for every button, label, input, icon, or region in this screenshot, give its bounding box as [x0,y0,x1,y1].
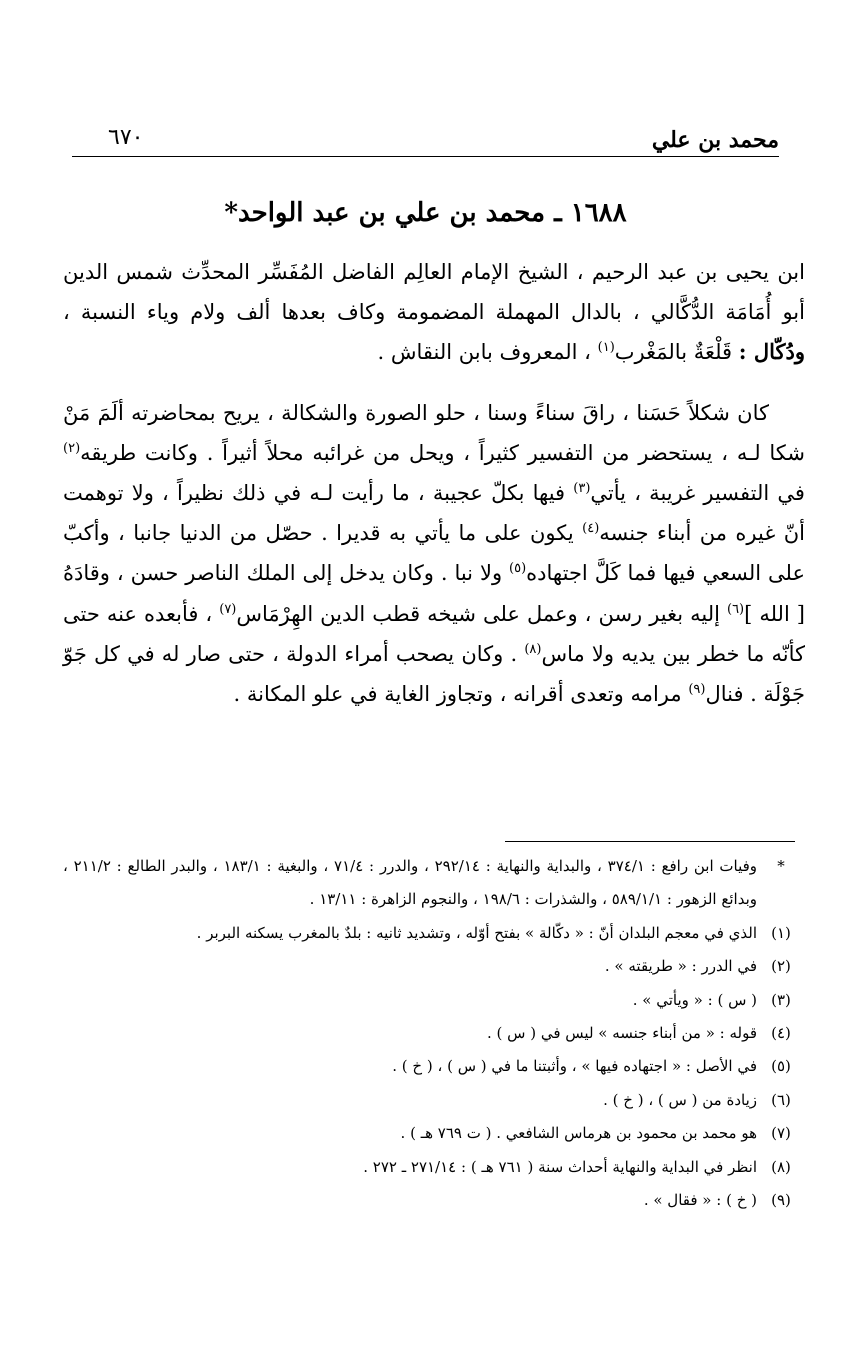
p2-text-c: فيها بكلّ عجيبة ، ما رأيت لـه في ذلك نظيراً ، ولا توهمت أنّ غيره من أبناء جنسه [63,481,805,546]
footnote-1 [63,917,805,950]
p2-text-i: مرامه وتعدى أقرانه ، وتجاوز الغاية في علو المكانة . [233,682,689,707]
p1-text-d: ، المعروف بابن النقاش . [377,340,598,365]
footnote-ref-4[interactable]: (٤) [582,521,600,537]
footnote-ref-6[interactable]: (٦) [726,601,745,617]
footnote-star [63,850,805,917]
p2-text-h: . وكان يصحب أمراء الدولة ، حتى صار له في كل جَوّ جَوْلَة . فنال [63,641,805,707]
footnote-text: قوله : « من أبناء جنسه » ليس في ( س ) . [487,1024,757,1043]
p1-text-a: ابن يحيى بن عبد الرحيم ، الشيخ الإمام العالِم الفاضل المُفَسِّر المحدِّث شمس الدين أبو أُمَامَة الدُّكَّالي ، بالدال المهملة المضمومة وكاف بعدها ألف ولام وياء النسبة ، [63,260,805,325]
p2-text-g: ، فأبعده عنه حتى كأنّه ما خطر بين يديه ولا ماس [63,601,806,666]
footnote-mark: (٥) [771,1057,791,1076]
footnote-5 [63,1050,805,1083]
p2-text-b: في التفسير غريبة ، يأتي [590,481,805,506]
paragraph-2 [63,393,805,715]
footnote-9 [63,1184,805,1217]
footnote-ref-2[interactable]: (٢) [63,440,81,456]
p2-text-a: كان شكلاً حَسَنا ، راقَ سناءً وسنا ، حلو الصورة والشكالة ، يريح بمحاضرته ألَمَ مَنْ شكا لـه ، يستحضر من التفسير كثيراً ، ويحل من غرائبه محلاً أثيراً . وكانت طريقه [63,400,805,465]
footnote-text: ( س ) : « ويأتي » . [632,990,757,1009]
footnote-mark: (٧) [771,1124,791,1143]
p2-text-f: إليه بغير رسن ، وعمل على شيخه قطب الدين الهِرْمَاس [236,601,727,626]
footnote-ref-9[interactable]: (٩) [688,682,706,698]
main-text [63,252,805,714]
footnote-2 [63,950,805,983]
footnote-mark: (٨) [771,1157,791,1176]
footnote-mark: (٢) [771,957,791,976]
footnote-mark: (٩) [771,1191,791,1210]
footnote-mark: (٦) [771,1090,791,1109]
footnote-ref-7[interactable]: (٧) [219,601,237,617]
entry-heading: ١٦٨٨ ـ محمد بن علي بن عبد الواحد* [224,198,627,228]
footnote-text: وفيات ابن رافع : ٣٧٤/١ ، والبداية والنهاية : ٢٩٢/١٤ ، والدرر : ٧١/٤ ، والبغية : ١٨٣/١ ، والبدر الطالع : ٢١١/٢ ، وبدائع الزهور : ٥٨٩/١/١ ، والشذرات : ١٩٨/٦ ، والنجوم الزاهرة : ١٣/١١ . [63,857,758,909]
footnote-mark: * [777,857,785,875]
footnote-mark: (١) [771,923,791,942]
footnote-mark: (٤) [771,1024,791,1043]
footnote-text: زيادة من ( س ) ، ( خ ) . [603,1090,757,1109]
footnote-ref-5[interactable]: (٥) [509,561,527,577]
footnote-rule [505,841,795,842]
footnote-text: انظر في البداية والنهاية أحداث سنة ( ٧٦١ هـ ) : ٢٧١/١٤ ـ ٢٧٢ . [363,1157,757,1176]
footnote-ref-3[interactable]: (٣) [573,481,591,497]
footnote-text: ( خ ) : « فقال » . [643,1191,757,1210]
running-title: محمد بن علي [651,127,779,153]
p1-bold-term: ودُكّال : [738,339,805,365]
footnote-ref-8[interactable]: (٨) [524,641,542,657]
footnote-4 [63,1017,805,1050]
footnote-text: الذي في معجم البلدان أنّ : « دكّالة » بفتح أوّله ، وتشديد ثانيه : بلدٌ بالمغرب يسكنه البربر . [196,923,757,942]
footnote-6 [63,1084,805,1117]
footnote-text: هو محمد بن محمود بن هرماس الشافعي . ( ت ٧٦٩ هـ ) . [400,1124,757,1143]
p2-text-d: يكون على ما يأتي به قديرا . حصّل من الدنيا جانبا ، وأكبّ على السعي فيها فما كَلَّ اجتهاده [63,521,805,586]
footnote-text: في الأصل : « اجتهاده فيها » ، وأثبتنا ما في ( س ) ، ( خ ) . [392,1057,757,1076]
paragraph-1 [63,252,805,373]
footnote-ref-1[interactable]: (١) [597,340,615,356]
footnotes [63,850,805,1217]
footnote-text: في الدرر : « طريقته » . [604,957,757,976]
footnote-mark: (٣) [771,990,791,1009]
footnote-3 [63,984,805,1017]
p1-text-c: قَلْعَةٌ بالمَغْرب [614,340,739,365]
page-number: ٦٧٠ [108,125,144,150]
header-rule [72,156,779,157]
footnote-8 [63,1151,805,1184]
p2-text-e: ولا نبا . وكان يدخل إلى الملك الناصر حسن ، وقادَهُ [ الله ] [63,561,805,626]
footnote-7 [63,1117,805,1150]
